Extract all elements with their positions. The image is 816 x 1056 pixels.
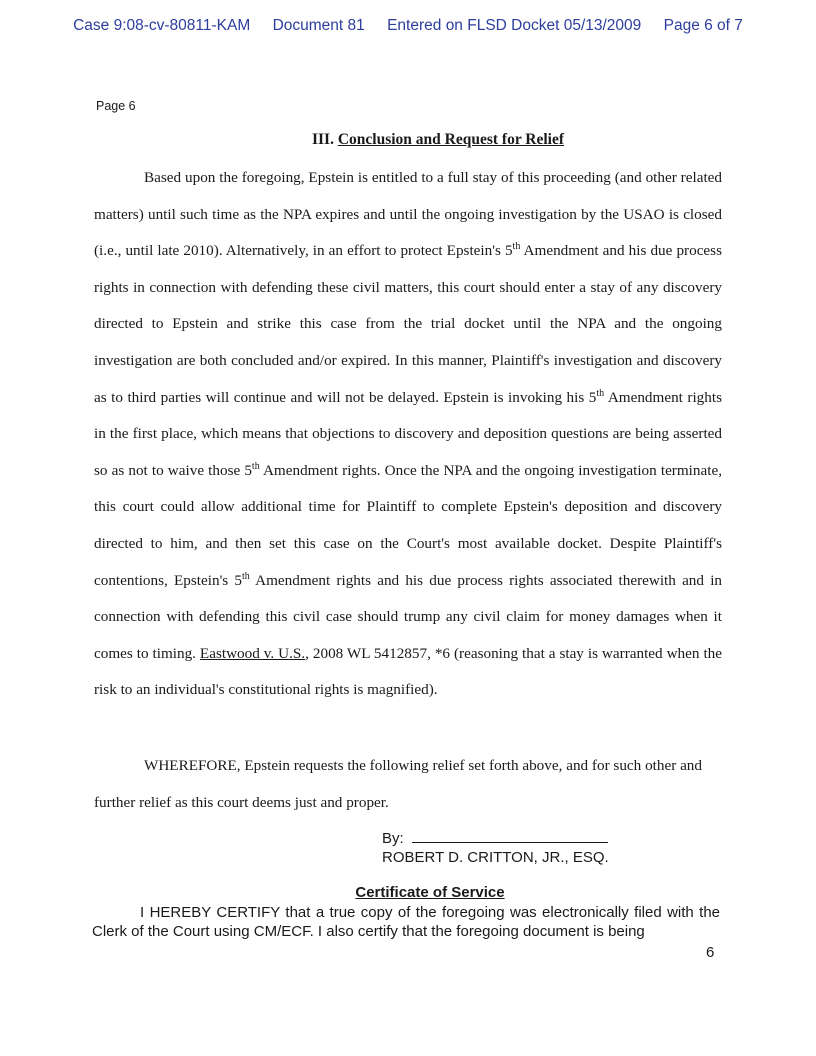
body-text-5: Amendment rights and his due process rights associated therewith and in connection with defending this civil case should trump any civil claim for money damages when it comes to timing. bbox=[94, 571, 723, 662]
certificate-text: I HEREBY CERTIFY that a true copy of the foregoing was electronically filed with the Clerk of the Court using CM/ECF. I also certify that the foregoing document is being bbox=[92, 904, 720, 940]
page-number: 6 bbox=[706, 944, 715, 961]
case-citation: Eastwood v. U.S. bbox=[199, 644, 306, 662]
signature-line bbox=[412, 829, 608, 843]
superscript-th-1: th bbox=[512, 241, 521, 253]
docket-entry: Entered on FLSD Docket 05/13/2009 bbox=[387, 17, 642, 34]
page-count: Page 6 of 7 bbox=[663, 17, 743, 34]
document-number: Document 81 bbox=[272, 17, 365, 34]
superscript-th-3: th bbox=[251, 460, 260, 472]
body-text-2: Amendment and his due process rights in connection with defending these civil matters, this court should enter a stay of any discovery directed to Epstein and strike this case from the trial docket until the NPA and the ongoing investigation are both concluded and/or expired. In this manner, Plaintiff's investigation and discovery as to third parties will continue and will not be delayed. Epstein is invoking his 5 bbox=[94, 242, 722, 406]
wherefore-text: WHEREFORE, Epstein requests the following relief set forth above, and for such other and further relief as this court deems just and proper. bbox=[94, 757, 702, 811]
section-number: III. bbox=[311, 131, 334, 148]
body-text-1: Based upon the foregoing, Epstein is entitled to a full stay of this proceeding (and other related matters) until such time as the NPA expires and until the ongoing investigation by the USAO is closed (i.e., until late 2010). Alternatively, in an effort to protect Epstein's 5 bbox=[94, 169, 722, 260]
page-label: Page 6 bbox=[96, 99, 136, 113]
docket-header bbox=[0, 17, 816, 35]
signature-by bbox=[382, 829, 608, 847]
certificate-paragraph bbox=[92, 903, 720, 941]
section-title: Conclusion and Request for Relief bbox=[337, 131, 565, 148]
body-text-3: Amendment rights in the first place, which means that objections to discovery and deposition questions are being asserted so as not to waive those 5 bbox=[94, 388, 722, 479]
signature-by-label: By: bbox=[382, 830, 404, 847]
superscript-th-2: th bbox=[596, 387, 605, 399]
section-heading bbox=[0, 131, 816, 149]
case-number: Case 9:08-cv-80811-KAM bbox=[73, 17, 251, 34]
body-text-4: Amendment rights. Once the NPA and the ongoing investigation terminate, this court could allow additional time for Plaintiff to complete Epstein's deposition and discovery directed to him, and then set this case on the Court's most available docket. Despite Plaintiff's contentions, Epstein's 5 bbox=[94, 461, 722, 589]
superscript-th-4: th bbox=[242, 570, 250, 582]
certificate-title: Certificate of Service bbox=[355, 884, 505, 901]
body-text-6: , 2008 WL 5412857, *6 (reasoning that a stay is warranted when the risk to an individual's constitutional rights is magnified). bbox=[94, 644, 722, 699]
body-paragraph bbox=[94, 160, 722, 709]
wherefore-paragraph bbox=[94, 748, 722, 821]
signature-name: ROBERT D. CRITTON, JR., ESQ. bbox=[382, 849, 609, 866]
